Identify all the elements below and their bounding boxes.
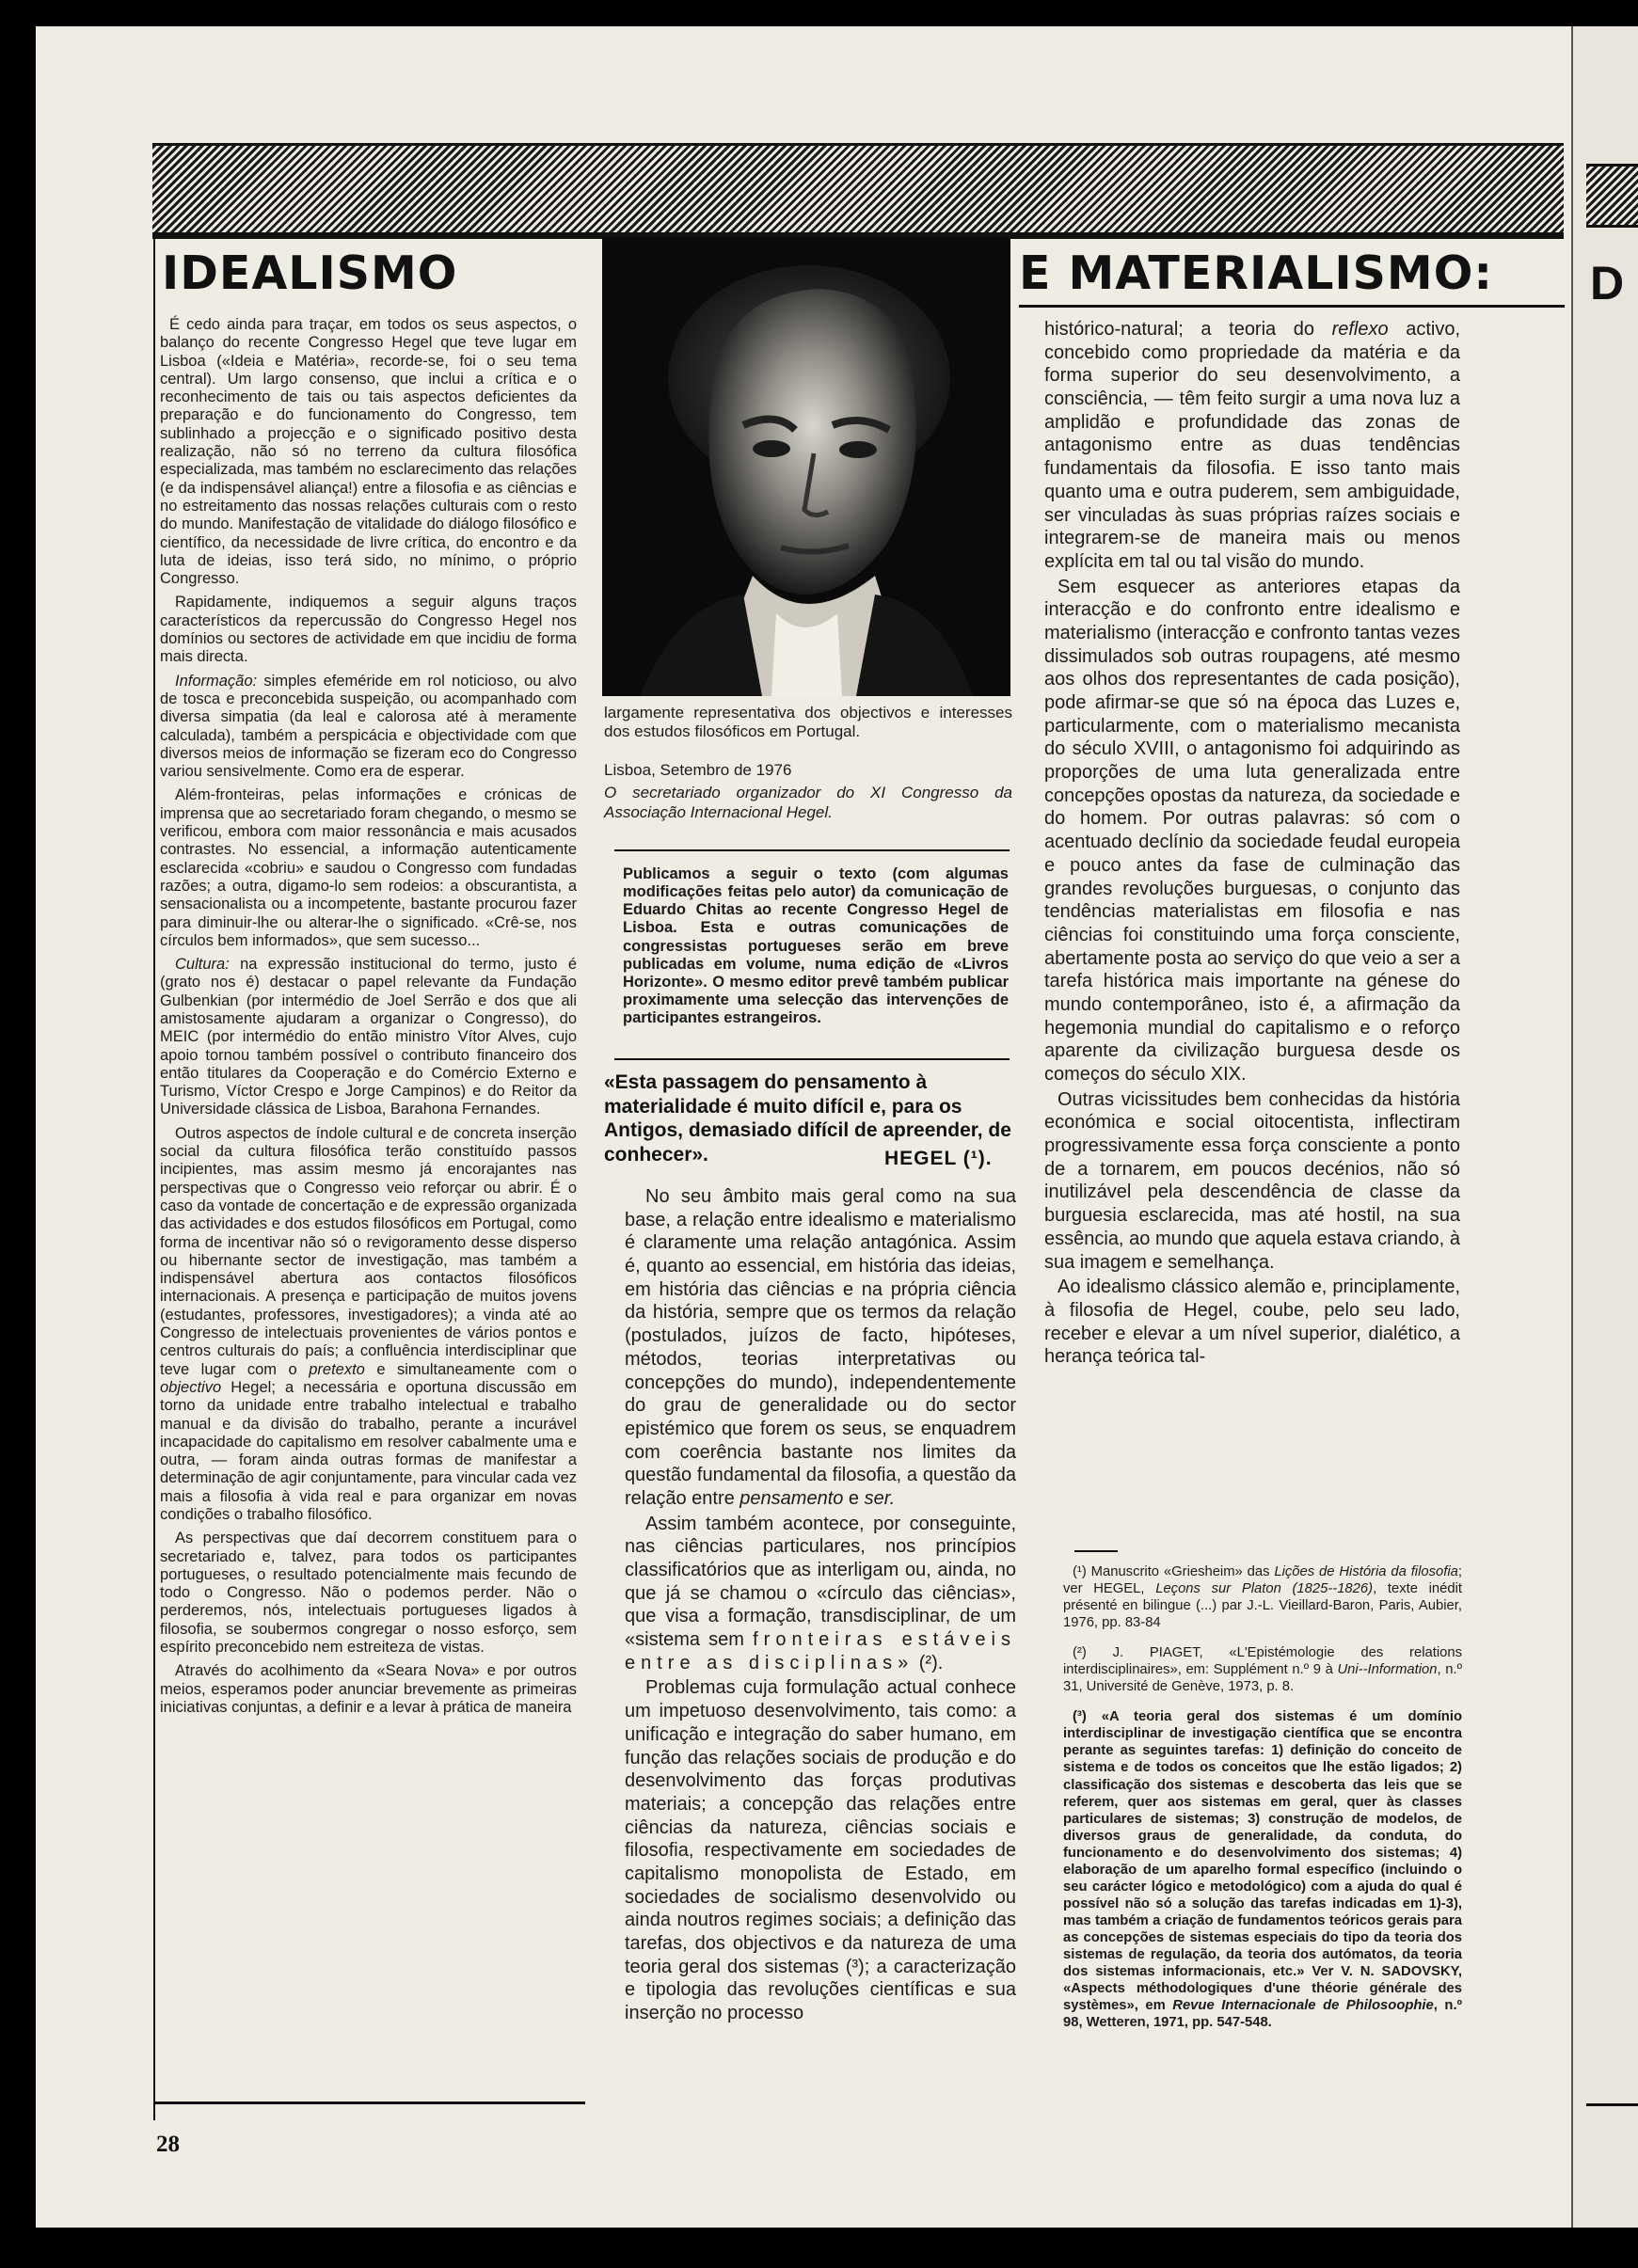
left-frame-rule	[153, 239, 155, 2120]
epigraph-text: «Esta passagem do pensamento à materialidade é muito difícil e, para os Antigos, demasiado difícil de apreender, de conhecer».	[604, 1071, 1011, 1166]
next-page-hatch-band	[1586, 164, 1638, 228]
ser-emphasis: ser.	[864, 1487, 896, 1509]
middle-column-body	[625, 1185, 1016, 2027]
body-p2-text-b: (²).	[914, 1652, 944, 1673]
middle-column-top	[604, 704, 1012, 822]
editor-note: Publicamos a seguir o texto (com algumas modificações feitas pelo autor) da comunicação de Eduardo Chitas ao recente Congresso Hegel de Lisboa. Esta e outras comunicações de congressistas portugueses serão em breve publicadas em volume, numa edição de «Livros Horizonte». O mesmo editor prevê também publicar proximamente uma selecção das intervenções de participantes estrangeiros.	[623, 865, 1009, 1026]
headline-materialismo: E MATERIALISMO:	[1019, 246, 1493, 300]
right-p1-text-b: activo, concebido como propriedade da matéria e da forma superior do seu desenvolvimento, a consciência, — têm feito surgir a uma nova luz a amplidão e profundidade das zonas de antagonismo entre as duas tendências fundamentais da filosofia. E isso tanto mais quanto uma e outra puderem, sem ambiguidade, ser vinculadas às suas próprias raízes sociais e integrarem-se de maneira mais ou menos explícita em tal ou tal visão do mundo.	[1044, 319, 1461, 572]
right-column	[1044, 318, 1460, 1371]
footnote-2	[1063, 1644, 1462, 1695]
epigraph-author: HEGEL (¹).	[884, 1148, 993, 1169]
reflexo-emphasis: reflexo	[1331, 319, 1389, 340]
footnote-1-mark: (¹)	[1073, 1564, 1087, 1579]
footnote-2-title: Uni--Information	[1337, 1662, 1438, 1678]
footnote-3	[1063, 1708, 1462, 2031]
footnote-3-text-b: , n.º 98, Wetteren, 1971, pp. 547-548.	[1063, 1998, 1462, 2031]
footnote-1-title-2: Leçons sur Platon (1825--1826)	[1155, 1581, 1374, 1597]
body-paragraph-1	[625, 1185, 1016, 1511]
body-p1-text-b: e	[843, 1487, 865, 1509]
footnote-3-mark: (³)	[1073, 1709, 1087, 1725]
footnote-1-text-b: ; ver HEGEL,	[1063, 1564, 1462, 1597]
epigraph-rule	[614, 1058, 1010, 1060]
right-paragraph-3: Outras vicissitudes bem conhecidas da história económica e social oitocentista, inflectiram progressivamente essa força consciente a ponto de a tornarem, em poucos decénios, não só inutilizável pela descendência de classe da burguesia esclarecida, mas até hostil, na sua essência, ao mundo que aquela estava criando, à sua imagem e semelhança.	[1044, 1088, 1460, 1273]
footnote-1-title: Lições de História da filosofia	[1274, 1564, 1458, 1579]
outros-text-b: e simultaneamente com o	[364, 1360, 578, 1378]
traits-paragraph: Rapidamente, indiquemos a seguir alguns traços característicos da repercussão do Congresso Hegel nos domínios ou sectores de actividade em que incidiu de forma mais directa.	[160, 594, 577, 666]
footnote-1-text-a: Manuscrito «Griesheim» das	[1086, 1564, 1275, 1579]
cultura-paragraph	[160, 956, 577, 1119]
footnote-rule	[1074, 1550, 1118, 1552]
pretexto-emphasis: pretexto	[309, 1360, 365, 1378]
next-page-rule	[1586, 2103, 1638, 2106]
headline-idealismo: IDEALISMO	[162, 246, 458, 300]
footnote-1-text-c: , texte inédit présenté en bilingue (...) par J.-L. Vieillard-Baron, Paris, Aubier, 1976, pp. 83-84	[1063, 1581, 1463, 1631]
page-number: 28	[156, 2132, 180, 2157]
date-line: Lisboa, Setembro de 1976	[604, 760, 792, 779]
footnote-2-text-b: , n.º 31, Université de Genève, 1973, p. 8.	[1063, 1662, 1462, 1695]
fronteiras-spaced: fronteiras estáveis entre as disciplinas»	[625, 1629, 1016, 1673]
footnote-3-title: Revue Internacionale de Philosoophie	[1172, 1998, 1434, 2014]
footnote-3-text-a: «A teoria geral dos sistemas é um domínio interdisciplinar de investigação científica que se encontra perante as seguintes tarefas: 1) definição do conceito de sistema e de todos os conceitos que lhe estão ligados; 2) classificação dos sistemas e descoberta das leis que se referem, quer aos sistemas em geral, quer às classes particulares de sistemas; 3) construção de modelos, de diversos graus de generalidade, da conduta, do funcionamento e do desenvolvimento dos sistemas; 4) elaboração de um aparelho formal específico (incluindo o seu carácter lógico e metodológico) com a ajuda do qual é possível não só a solução das tarefas indicadas em 1)-3), mas também a criação de fundamentos teóricos gerais para as concepções de sistemas especiais do tipo da teoria dos sistemas de regulação, da teoria dos autómatos, da teoria dos sistemas informacionais, etc.» Ver V. N. SADOVSKY, «Aspects méthodologiques d'une théorie générale des systèmes», em	[1063, 1709, 1462, 2014]
body-p1-text-a: No seu âmbito mais geral como na sua base, a relação entre idealismo e materialismo é claramente uma relação antagónica. Assim é, quanto ao essencial, em história das ideias, em história das ciências e na própria ciência da história, sempre que os termos da relação (postulados, juízos de facto, hipóteses, métodos, teorias interpretativas ou concepções do mundo), independentemente do grau de generalidade ou do sector epistémico que forem os seus, se enquadrem com coerência bastante nos limites da questão fundamental da filosofia, a questão da relação entre	[625, 1186, 1016, 1509]
right-paragraph-1	[1044, 318, 1460, 574]
cultura-label: Cultura:	[175, 956, 230, 974]
continuation-text: largamente representativa dos objectivos e interesses dos estudos filosóficos em Portugal.	[604, 704, 1012, 741]
right-paragraph-4: Ao idealismo clássico alemão e, principlamente, à filosofia de Hegel, coube, pelo seu lado, receber e elevar a um nível superior, dialético, a herança teórica tal-	[1044, 1277, 1460, 1368]
footnote-1	[1063, 1563, 1462, 1631]
body-paragraph-3: Problemas cuja formulação actual conhece um impetuoso desenvolvimento, tais como: a unificação e integração do saber humano, em função das relações sociais de produção e do desenvolvimento das forças produtivas materiais; a concepção das relações entre ciências da natureza, ciências sociais e filosofia, respectivamente em sociedades de capitalismo monopolista de Estado, em sociedades de socialismo desenvolvido ou ainda noutros regimes sociais; a definição das tarefas, dos objectivos e da natureza de uma teoria geral dos sistemas (³); a caracterização e tipologia das revoluções científicas e sua inserção no processo	[625, 1677, 1016, 2024]
editor-note-rule	[614, 849, 1010, 851]
right-paragraph-2: Sem esquecer as anteriores etapas da interacção e do confronto entre idealismo e materialismo (interacção e confronto tantas vezes dissimulados sob outras roupagens, até mesmo aos olhos dos representantes de cada posição), pode afirmar-se que só na época das Luzes e, particularmente, com o materialismo mecanista do século XVIII, o antagonismo foi adquirindo as proporções de uma luta generalizada entre concepções opostas da natureza, da sociedade e do homem. Por outras palavras: só com o acentuado declínio da sociedade feudal europeia e pouco antes da fase de culminação das grandes revoluções burguesas, o conjunto das tendências materialistas em filosofia e nas ciências foi constituindo uma força consciente, abertamente posta ao serviço do que veio a ser a tarefa histórica mais importante na génese do mundo contemporâneo, isto é, a afirmação da hegemonia mundial do capitalismo e o reforço aparente da civilização burguesa desde os começos do século XIX.	[1044, 576, 1460, 1085]
right-p1-text-a: histórico-natural; a teoria do	[1044, 319, 1332, 340]
outros-text-a: Outros aspectos de índole cultural e de concreta inserção social da cultura filosófica terão constituído passos incipientes, mas assim mesmo já encorajantes nas perspectivas que o Congresso veio reforçar ou abrir. É o caso da vontade de concertação e de expressão organizada das actividades e dos estudos filosóficos em Portugal, como forma de incentivar não só o revigoramento desse disperso ou hibernante sector de investigação, mas também a indispensável abertura aos contactos filosóficos internacionais. A presença e participação de muitos jovens (estudantes, professores, investigadores); a vinda até ao Congresso de intelectuais provenientes de vários pontos e centros culturais do país; a confluência interdisciplinar que teve lugar com o	[160, 1124, 577, 1378]
informacao-paragraph	[160, 673, 577, 782]
next-page-edge	[1571, 26, 1638, 2228]
decorative-hatch-band	[152, 143, 1564, 235]
hegel-portrait	[602, 237, 1010, 696]
body-p2-text-a: Assim também acontece, por conseguinte, nas ciências particulares, nos princípios classificatórios que as interligam ou, ainda, no que já se chamou o «círculo das ciências», que visa a formação, transdisciplinar, de um «sistema sem	[625, 1513, 1016, 1651]
signature-line: O secretariado organizador do XI Congresso da Associação Internacional Hegel.	[604, 784, 1012, 821]
cultura-text: na expressão institucional do termo, justo é (grato nos é) destacar o papel relevante da Fundação Gulbenkian (por intermédio de Joel Serrão e dos que ali amistosamente ajudaram a organizar o Congresso), do MEIC (por intermédio do então ministro Vítor Alves, cujo apoio tornou também possível o contributo financeiro dos então titulares da Cooperação e do Comércio Externo e Turismo, Víctor Crespo e Jorge Campinos) e do Reitor da Universidade clássica de Lisboa, Barahona Fernandes.	[160, 956, 577, 1118]
bottom-frame-rule	[153, 2101, 585, 2104]
informacao-label: Informação:	[175, 672, 258, 690]
pensamento-emphasis: pensamento	[739, 1487, 844, 1509]
fronteiras-paragraph: Além-fronteiras, pelas informações e crónicas de imprensa que ao secretariado foram chegando, o mesmo se verificou, embora com maior ressonância e mais acusados contrastes. No essencial, a informação autenticamente esclarecida «cobriu» e saudou o Congresso com fundadas razões; a outra, digamo-lo sem rodeios: a obscurantista, a sensacionalista ou a incompetente, bastante procurou fazer para diminuir-lhe ou alterar-lhe o significado. «Crê-se, nos círculos bem informados», que sem sucesso...	[160, 786, 577, 949]
portrait-image	[602, 237, 1010, 696]
footnotes	[1063, 1563, 1462, 2044]
body-paragraph-2	[625, 1513, 1016, 1675]
outros-text-c: Hegel; a necessária e oportuna discussão em torno da unidade entre trabalho intelectual e trabalho manual e da divisão do trabalho, perante a incurável incapacidade do capitalismo em resolver cabalmente uma e outra, — foram ainda outras formas de manifestar a determinação de agir conjuntamente, para vincular cada vez mais a filosofia à vida real e para organizar em novas condições o trabalho filosófico.	[160, 1378, 577, 1523]
next-page-heading-fragment: D	[1590, 257, 1625, 309]
headline-underline	[1019, 305, 1565, 308]
perspectivas-paragraph: As perspectivas que daí decorrem constituem para o secretariado e, talvez, para todos os participantes portugueses, o resultado potencialmente mais fecundo de todo o Congresso. Não o podemos perder. Não o perderemos, nós, intelectuais portugueses ligados à filosofia, se soubermos congregar o nosso esforço, sem espírito preconcebido nem estreiteza de vistas.	[160, 1530, 577, 1657]
outros-aspectos-paragraph	[160, 1125, 577, 1525]
left-column	[160, 316, 577, 1722]
footnote-2-mark: (²)	[1073, 1645, 1087, 1661]
intro-paragraph: É cedo ainda para traçar, em todos os seus aspectos, o balanço do recente Congresso Hegel que teve lugar em Lisboa («Ideia e Matéria», recorde-se, foi o seu tema central). Um largo consenso, que inclui a crítica e o reconhecimento de tais ou tais aspectos deficientes da preparação e do funcionamento do Congresso, tem sublinhado a projecção e o significado positivo desta realização, não só no terreno da cultura filosófica especializada, mas também no esclarecimento das relações (e da indispensável aliança!) entre a filosofia e as ciências e no estreitamento das nossas relações culturais com o resto do mundo. Manifestação de vitalidade do diálogo filosófico e científico, da necessidade de livre crítica, do encontro e da luta de ideias, isso terá sido, no mínimo, o próprio Congresso.	[160, 316, 577, 588]
informacao-text: simples efeméride em rol noticioso, ou alvo de tosca e preconcebida suspeição, ou acompanhado com diversa simpatia (da leal e calorosa até à meramente calculada), também a perspicácia e objectividade com que diversos meios de informação se fizeram eco do Congresso variou sensivelmente. Como era de esperar.	[160, 672, 577, 781]
objectivo-emphasis: objectivo	[160, 1378, 222, 1396]
acolhimento-paragraph: Através do acolhimento da «Seara Nova» e por outros meios, esperamos poder anunciar brevemente as primeiras iniciativas conjuntas, a definir e a levar à prática de maneira	[160, 1662, 577, 1716]
footnote-2-text-a: J. PIAGET, «L'Epistémologie des relations interdisciplinaires», em: Supplément n.º 9 à	[1063, 1645, 1462, 1678]
